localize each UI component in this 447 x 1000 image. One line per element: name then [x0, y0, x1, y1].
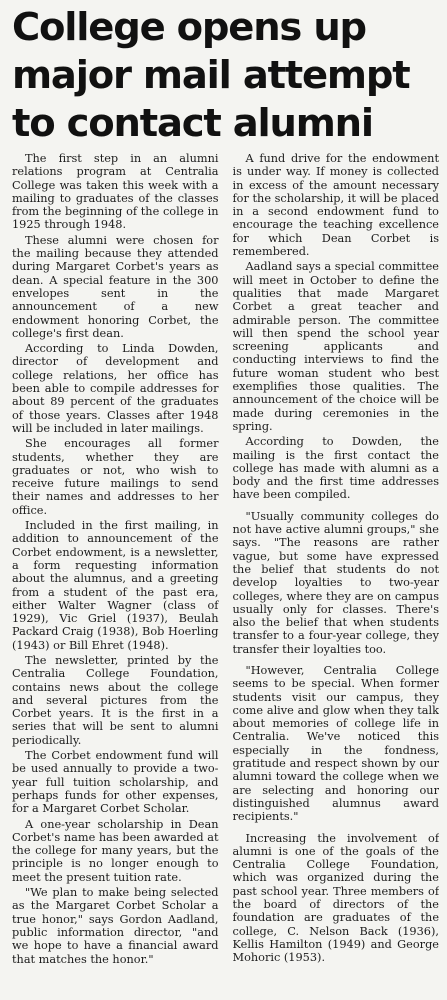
headline-line-3: to contact alumni — [12, 101, 373, 146]
paragraph: The Corbet endowment fund will be used annually to provide a two-year full tuition scholarship, and perhaps funds for other expenses, for a Margaret Corbet Scholar. — [12, 749, 219, 816]
paragraph: The newsletter, printed by the Centralia College Foundation, contains news about the college and several pictures from the Corbet years. It is the first in a series that will be sent to alumni periodically. — [12, 653, 219, 747]
right-column — [233, 152, 440, 1000]
headline-line-2: major mail attempt — [12, 53, 410, 98]
left-column — [12, 152, 219, 1000]
paragraph: According to Linda Dowden, director of development and college relations, her office has been able to compile addresses for about 89 percent of the graduates of those years. Classes after 1948 will be included in later mailings. — [12, 342, 219, 435]
article-body — [12, 152, 439, 1000]
paragraph: Aadland says a special committee will meet in October to define the qualities that made Margaret Corbet a great teacher and admirable person. The committee will then spend the school year screening applicants and conducting interviews to find the future woman student who best exemplifies those qualities. The announcement of the choice will be made during ceremonies in the spring. — [232, 260, 439, 433]
paragraph: A fund drive for the endowment is under way. If money is collected in excess of the amount necessary for the scholarship, it will be placed in a second endowment fund to encourage the teaching excellence for which Dean Corbet is remembered. — [232, 152, 439, 259]
paragraph: According to Dowden, the mailing is the first contact the college has made with alumni as a body and the first time addresses have been compiled. — [232, 435, 439, 502]
paragraph: Included in the first mailing, in addition to announcement of the Corbet endowment, is a newsletter, a form requesting information about the alumnus, and a greeting from a student of the past era, either Walter Wagner (class of 1929), Vic Griel (1937), Beulah Packard Craig (1938), Bob Hoerling (1943) or Bill Ehret (1948). — [12, 519, 219, 652]
paragraph: A one-year scholarship in Dean Corbet's name has been awarded at the college for many years, but the principle is no longer enough to meet the present tuition rate. — [12, 817, 219, 884]
paragraph: The first step in an alumni relations program at Centralia College was taken this week with a mailing to graduates of the classes from the beginning of the college in 1925 through 1948. — [12, 152, 219, 232]
paragraph: "We plan to make being selected as the Margaret Corbet Scholar a true honor," says Gordon Aadland, public information director, "and we hope to have a financial award that matches the honor." — [12, 886, 219, 966]
paragraph: "Usually community colleges do not have active alumni groups," she says. "The reasons are rather vague, but some have expressed the belief that students do not develop loyalties to two-year colleges, where they are on campus usually only for classes. There's also the belief that when students transfer to a four-year college, they transfer their loyalties too. — [232, 509, 439, 656]
paragraph: These alumni were chosen for the mailing because they attended during Margaret Corbet's years as dean. A special feature in the 300 envelopes sent in the announcement of a new endowment honoring Corbet, the college's first dean. — [12, 233, 219, 340]
article-headline — [12, 4, 439, 148]
paragraph: "However, Centralia College seems to be special. When former students visit our campus, they come alive and glow when they talk about memories of college life in Centralia. We've noticed this especially in the fondness, gratitude and respect shown by our alumni toward the college when we are selecting and honoring our distinguished alumnus award recipients." — [232, 663, 439, 824]
paragraph: She encourages all former students, whether they are graduates or not, who wish to receive future mailings to send their names and addresses to her office. — [12, 437, 219, 517]
paragraph: Increasing the involvement of alumni is one of the goals of the Centralia College Foundation, which was organized during the past school year. Three members of the board of directors of the foundation are graduates of the college, C. Nelson Back (1936), Kellis Hamilton (1949) and George Mohoric (1953). — [232, 831, 439, 965]
headline-line-1: College opens up — [12, 5, 366, 50]
